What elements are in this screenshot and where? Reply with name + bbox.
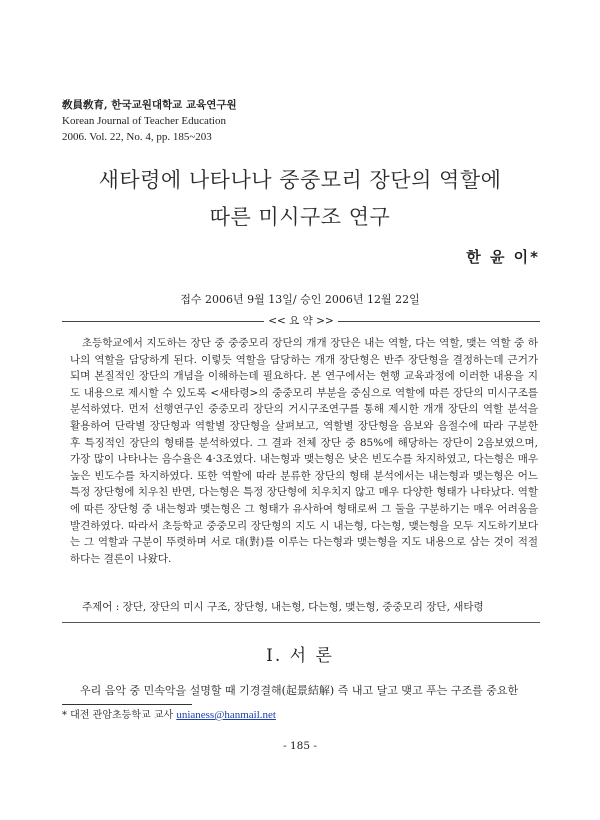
abstract-body — [70, 335, 538, 567]
author-footnote — [62, 708, 276, 723]
journal-header — [62, 97, 237, 145]
journal-volume-pages: 2006. Vol. 22, No. 4, pp. 185~203 — [62, 131, 212, 143]
paper-title-line-1: 새타령에 나타나나 중중모리 장단의 역할에 — [98, 168, 502, 192]
abstract-header — [62, 313, 540, 329]
footnote-affiliation: * 대전 관암초등학교 교사 — [62, 710, 177, 721]
section-heading-introduction: Ⅰ. 서 론 — [266, 646, 334, 666]
keywords: 주제어 : 장단, 장단의 미시 구조, 장단형, 내는형, 다는형, 맺는형, 중중모리 장단, 새타령 — [82, 601, 484, 613]
paper-title-line-2: 따른 미시구조 연구 — [209, 205, 391, 229]
body-text-first-line: 우리 음악 중 민속악을 설명할 때 기경결해(起景結解) 즉 내고 달고 맺고 푸는 구조를 중요한 — [80, 684, 519, 697]
journal-name-korean: 敎員敎育, 한국교원대학교 교육연구원 — [62, 99, 237, 111]
journal-name-english: Korean Journal of Teacher Education — [62, 115, 226, 127]
footnote-rule — [62, 704, 192, 705]
abstract-label: << 요 약 >> — [268, 315, 334, 327]
author-email-link[interactable]: unianess@hanmail.net — [176, 709, 276, 721]
abstract-header-rule-right — [338, 321, 540, 322]
author-name: 한 윤 이* — [466, 248, 540, 266]
abstract-paragraph: 초등학교에서 지도하는 장단 중 중중모리 장단의 개개 장단은 내는 역할, 다는 역할, 맺는 역할 중 하나의 역할을 담당하게 된다. 이렇듯 역할을 담당하는 개개 장단형은 반주 장단형을 결정하는데 근거가 되며 본질적인 장단의 개념을 이해하는데 필요하다. 본 연구에서는 현행 교육과정에 이러한 내용을 지도 내용으로 제시할 수 있도록 <새타령>의 중중모리 부분을 중심으로 역할에 따른 장단의 미시구조를 분석하였다. 먼저 선행연구인 중중모리 장단의 거시구조연구를 통해 제시한 개개 장단의 역할 분석을 활용하여 단락별 장단형과 역할별 장단형을 살펴보고, 역할별 장단형을 음보와 음절수에 따라 구분한 후 특징적인 장단의 형태를 분석하였다. 그 결과 전체 장단 중 85%에 해당하는 장단이 2음보였으며, 가장 많이 나타나는 음수율은 4·3조였다. 내는형과 맺는형은 낮은 빈도수를 차지하였고, 다는형은 매우 높은 빈도수를 차지하였다. 또한 역할에 따라 분류한 장단의 형태 분석에서는 내는형과 맺는형은 어느 특정 장단형에 치우친 반면, 다는형은 특정 장단형에 치우치지 않고 매우 다양한 형태가 나타났다. 역할에 따른 장단형 중 내는형과 맺는형은 그 형태가 유사하여 형태로써 그 둘을 구분하기는 매우 어려움을 발견하였다. 따라서 초등학교 중중모리 장단형의 지도 시 내는형, 다는형, 맺는형을 모두 지도하기보다는 그 역할과 구분이 뚜렷하며 서로 대(對)를 이루는 다는형과 맺는형을 지도 내용으로 삼는 것이 적절하다는 결론이 나왔다. — [70, 337, 538, 565]
abstract-bottom-rule — [62, 622, 540, 623]
page-number: - 185 - — [283, 740, 317, 752]
received-accepted-dates: 접수 2006년 9월 13일/ 승인 2006년 12월 22일 — [180, 293, 420, 306]
